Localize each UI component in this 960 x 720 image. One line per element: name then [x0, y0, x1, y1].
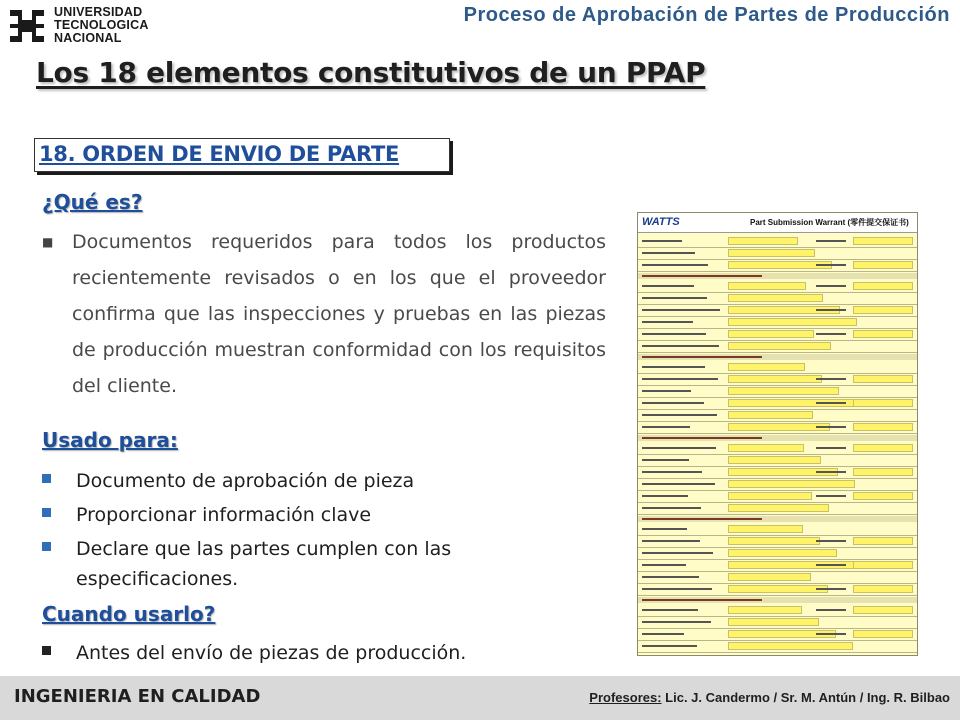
form-text-line [642, 621, 711, 623]
form-field [728, 618, 819, 626]
form-text-line [642, 528, 687, 530]
form-field [728, 504, 829, 512]
form-text-line [642, 507, 701, 509]
form-field [728, 444, 804, 452]
form-text-line [642, 426, 690, 428]
form-text-line [816, 264, 846, 266]
form-text-line [816, 426, 846, 428]
form-row-line [638, 652, 917, 653]
form-row-line [638, 583, 917, 584]
form-field [728, 423, 830, 431]
cuando-heading: Cuando usarlo? [42, 602, 216, 626]
form-text-line [642, 588, 712, 590]
form-field [728, 249, 815, 257]
form-row-line [638, 247, 917, 248]
form-field [853, 537, 913, 545]
footer-course: INGENIERIA EN CALIDAD [14, 686, 261, 707]
form-row-line [638, 547, 917, 548]
form-field [728, 342, 831, 350]
list-item-text: Declare que las partes cumplen con las especificaciones. [76, 538, 452, 590]
form-field [728, 549, 837, 557]
utn-logo [6, 4, 196, 54]
form-field [853, 306, 913, 314]
form-text-line [642, 609, 698, 611]
form-field [728, 492, 812, 500]
list-item [42, 638, 562, 668]
form-row-line [638, 271, 917, 272]
form-text-line [642, 645, 697, 647]
form-field [728, 282, 806, 290]
form-text-line [642, 459, 689, 461]
form-text-line [816, 285, 846, 287]
page-title: Los 18 elementos constitutivos de un PPAP [36, 56, 706, 89]
form-text-line [642, 378, 718, 380]
form-row-line [638, 571, 917, 572]
form-row-line [638, 292, 917, 293]
list-item [42, 500, 562, 530]
form-row-line [638, 409, 917, 410]
form-text-line [642, 599, 762, 601]
form-row-line [638, 454, 917, 455]
usado-para-list [42, 466, 562, 598]
form-text-line [642, 297, 707, 299]
form-row-line [638, 397, 917, 398]
list-item-text: Proporcionar información clave [76, 504, 372, 526]
form-field [728, 537, 820, 545]
form-text-line [642, 309, 720, 311]
form-text-line [642, 633, 684, 635]
que-es-text: Documentos requeridos para todos los productos recientemente revisados o en los que el proveedor confirma que las inspecciones y pruebas en las piezas de producción muestran conformidad con los requisitos del cliente. [72, 231, 606, 397]
form-header [638, 213, 917, 233]
form-text-line [642, 264, 708, 266]
form-field [728, 237, 798, 245]
form-field [853, 585, 913, 593]
section-header [34, 138, 450, 172]
form-field [853, 375, 913, 383]
form-text-line [816, 633, 846, 635]
form-text-line [816, 564, 846, 566]
form-text-line [642, 321, 693, 323]
form-text-line [816, 609, 846, 611]
form-text-line [642, 564, 686, 566]
form-text-line [642, 252, 695, 254]
form-text-line [642, 285, 694, 287]
utn-logo-icon [6, 6, 48, 46]
form-text-line [816, 378, 846, 380]
form-field [853, 399, 913, 407]
form-row-line [638, 595, 917, 596]
form-text-line [642, 333, 706, 335]
form-row-line [638, 559, 917, 560]
form-field [853, 237, 913, 245]
form-text-line [816, 540, 846, 542]
form-text-line [642, 414, 717, 416]
footer-names: Lic. J. Candermo / Sr. M. Antún / Ing. R. Bilbao [665, 690, 950, 705]
form-text-line [642, 552, 713, 554]
list-item [42, 534, 562, 594]
logo-line-2: TECNOLOGICA [54, 18, 149, 32]
form-row-line [638, 514, 917, 515]
form-text-line [816, 588, 846, 590]
form-field [728, 585, 828, 593]
bullet-icon [42, 646, 51, 655]
form-field [728, 642, 853, 650]
form-row-line [638, 628, 917, 629]
form-row-line [638, 433, 917, 434]
form-field [728, 387, 839, 395]
header-title: Proceso de Aprobación de Partes de Producción [463, 4, 950, 26]
usado-para-heading: Usado para: [42, 428, 178, 452]
form-row-line [638, 373, 917, 374]
form-text-line [816, 333, 846, 335]
form-text-line [642, 366, 705, 368]
logo-line-3: NACIONAL [54, 31, 122, 45]
form-text-line [642, 240, 682, 242]
footer-label: Profesores: [589, 690, 662, 705]
footer [0, 676, 960, 720]
form-text-line [642, 437, 762, 439]
form-field [728, 525, 803, 533]
form-field [728, 318, 857, 326]
bullet-icon [42, 542, 51, 551]
form-row-line [638, 352, 917, 353]
form-field [853, 561, 913, 569]
logo-line-1: UNIVERSIDAD [54, 5, 143, 19]
form-field [728, 363, 805, 371]
form-text-line [642, 518, 762, 520]
que-es-heading: ¿Qué es? [42, 190, 143, 214]
form-row-line [638, 259, 917, 260]
form-field [728, 573, 811, 581]
form-field [853, 630, 913, 638]
form-field [853, 330, 913, 338]
form-field [853, 261, 913, 269]
form-text-line [642, 402, 704, 404]
form-text-line [642, 390, 691, 392]
cuando-list [42, 638, 562, 672]
form-text-line [816, 447, 846, 449]
form-row-line [638, 478, 917, 479]
form-field [853, 492, 913, 500]
form-field [853, 444, 913, 452]
form-text-line [816, 471, 846, 473]
form-text-line [642, 540, 700, 542]
form-text-line [642, 275, 762, 277]
form-row-line [638, 502, 917, 503]
form-text-line [642, 345, 719, 347]
form-text-line [816, 309, 846, 311]
form-title: Part Submission Warrant (零件提交保证书) [750, 218, 909, 227]
form-text-line [642, 576, 699, 578]
form-text-line [816, 240, 846, 242]
form-field [853, 468, 913, 476]
logo-text [54, 6, 149, 45]
form-text-line [642, 495, 688, 497]
psw-form-image [637, 212, 918, 656]
form-field [728, 606, 802, 614]
footer-professors [589, 690, 950, 705]
form-field [728, 294, 823, 302]
form-row-line [638, 616, 917, 617]
form-field [853, 606, 913, 614]
form-row-line [638, 466, 917, 467]
form-text-line [816, 402, 846, 404]
form-row-line [638, 490, 917, 491]
bullet-icon [42, 508, 51, 517]
form-field [728, 411, 813, 419]
list-item [42, 466, 562, 496]
form-text-line [642, 356, 762, 358]
form-text-line [642, 483, 715, 485]
form-row-line [638, 316, 917, 317]
bullet-icon [42, 474, 51, 483]
form-row-line [638, 340, 917, 341]
form-text-line [642, 447, 716, 449]
bullet-icon: ■ [42, 235, 54, 249]
form-field [728, 456, 821, 464]
form-row-line [638, 535, 917, 536]
list-item-text: Antes del envío de piezas de producción. [76, 642, 467, 664]
form-row-line [638, 421, 917, 422]
form-row-line [638, 304, 917, 305]
form-row-line [638, 640, 917, 641]
watts-logo: WATTS [642, 216, 680, 228]
form-field [728, 330, 814, 338]
form-field [728, 480, 855, 488]
list-item-text: Documento de aprobación de pieza [76, 470, 415, 492]
form-field [728, 375, 822, 383]
form-text-line [642, 471, 702, 473]
form-row-line [638, 385, 917, 386]
form-text-line [816, 495, 846, 497]
section-title: 18. ORDEN DE ENVIO DE PARTE [39, 142, 400, 166]
form-row-line [638, 328, 917, 329]
form-field [853, 282, 913, 290]
form-field [853, 423, 913, 431]
que-es-paragraph [42, 224, 606, 404]
